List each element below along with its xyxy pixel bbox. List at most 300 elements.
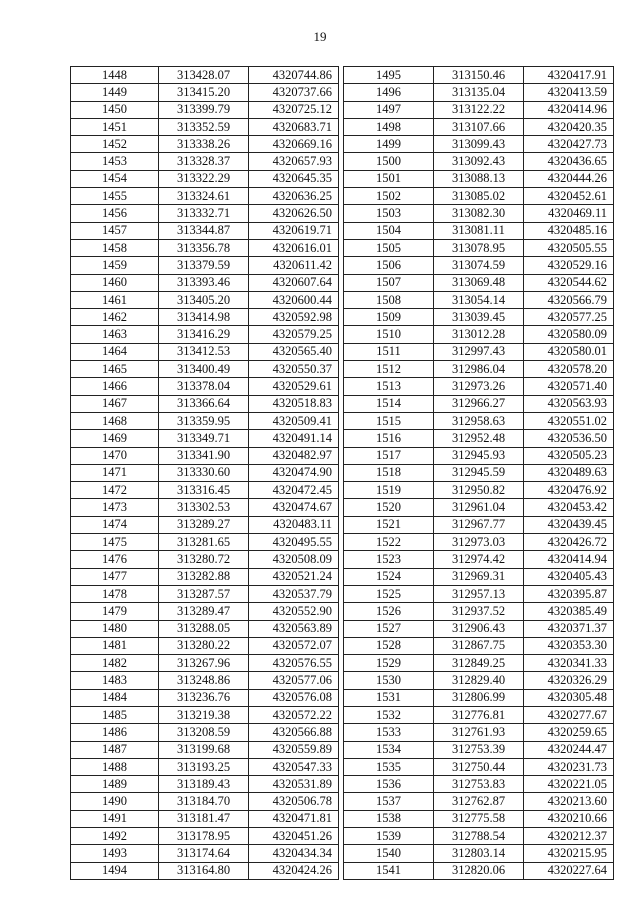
y-coordinate-cell: 4320395.87 bbox=[524, 585, 614, 602]
point-number-cell: 1513 bbox=[344, 378, 434, 395]
x-coordinate-cell: 312849.25 bbox=[434, 655, 524, 672]
x-coordinate-cell: 313282.88 bbox=[159, 568, 249, 585]
x-coordinate-cell: 313378.04 bbox=[159, 378, 249, 395]
y-coordinate-cell: 4320210.66 bbox=[524, 810, 614, 827]
table-row bbox=[71, 378, 339, 395]
table-row bbox=[344, 239, 614, 256]
x-coordinate-cell: 313415.20 bbox=[159, 84, 249, 101]
point-number-cell: 1530 bbox=[344, 672, 434, 689]
x-coordinate-cell: 313352.59 bbox=[159, 118, 249, 135]
point-number-cell: 1509 bbox=[344, 309, 434, 326]
table-row bbox=[344, 447, 614, 464]
point-number-cell: 1528 bbox=[344, 637, 434, 654]
table-row bbox=[344, 585, 614, 602]
point-number-cell: 1510 bbox=[344, 326, 434, 343]
table-row bbox=[344, 291, 614, 308]
point-number-cell: 1467 bbox=[71, 395, 159, 412]
table-row bbox=[344, 862, 614, 879]
point-number-cell: 1458 bbox=[71, 239, 159, 256]
point-number-cell: 1541 bbox=[344, 862, 434, 879]
table-row bbox=[344, 706, 614, 723]
x-coordinate-cell: 312973.26 bbox=[434, 378, 524, 395]
x-coordinate-cell: 312753.39 bbox=[434, 741, 524, 758]
table-row bbox=[344, 67, 614, 84]
table-row bbox=[71, 188, 339, 205]
point-number-cell: 1454 bbox=[71, 170, 159, 187]
table-row bbox=[344, 637, 614, 654]
table-row bbox=[71, 291, 339, 308]
point-number-cell: 1493 bbox=[71, 845, 159, 862]
point-number-cell: 1465 bbox=[71, 361, 159, 378]
x-coordinate-cell: 313174.64 bbox=[159, 845, 249, 862]
point-number-cell: 1471 bbox=[71, 464, 159, 481]
point-number-cell: 1462 bbox=[71, 309, 159, 326]
x-coordinate-cell: 313287.57 bbox=[159, 585, 249, 602]
point-number-cell: 1502 bbox=[344, 188, 434, 205]
point-number-cell: 1480 bbox=[71, 620, 159, 637]
point-number-cell: 1504 bbox=[344, 222, 434, 239]
table-row bbox=[344, 101, 614, 118]
point-number-cell: 1516 bbox=[344, 430, 434, 447]
point-number-cell: 1512 bbox=[344, 361, 434, 378]
y-coordinate-cell: 4320424.26 bbox=[249, 862, 339, 879]
point-number-cell: 1452 bbox=[71, 136, 159, 153]
x-coordinate-cell: 313428.07 bbox=[159, 67, 249, 84]
x-coordinate-cell: 313281.65 bbox=[159, 534, 249, 551]
x-coordinate-cell: 313150.46 bbox=[434, 67, 524, 84]
x-coordinate-cell: 312761.93 bbox=[434, 724, 524, 741]
x-coordinate-cell: 313199.68 bbox=[159, 741, 249, 758]
table-row bbox=[71, 620, 339, 637]
y-coordinate-cell: 4320531.89 bbox=[249, 776, 339, 793]
y-coordinate-cell: 4320444.26 bbox=[524, 170, 614, 187]
table-row bbox=[344, 516, 614, 533]
table-row bbox=[71, 672, 339, 689]
table-row bbox=[71, 793, 339, 810]
y-coordinate-cell: 4320474.90 bbox=[249, 464, 339, 481]
x-coordinate-cell: 313400.49 bbox=[159, 361, 249, 378]
x-coordinate-cell: 312974.42 bbox=[434, 551, 524, 568]
y-coordinate-cell: 4320611.42 bbox=[249, 257, 339, 274]
point-number-cell: 1490 bbox=[71, 793, 159, 810]
point-number-cell: 1501 bbox=[344, 170, 434, 187]
point-number-cell: 1540 bbox=[344, 845, 434, 862]
point-number-cell: 1494 bbox=[71, 862, 159, 879]
y-coordinate-cell: 4320385.49 bbox=[524, 603, 614, 620]
x-coordinate-cell: 313164.80 bbox=[159, 862, 249, 879]
x-coordinate-cell: 312973.03 bbox=[434, 534, 524, 551]
table-row bbox=[344, 84, 614, 101]
table-row bbox=[344, 845, 614, 862]
point-number-cell: 1498 bbox=[344, 118, 434, 135]
point-number-cell: 1491 bbox=[71, 810, 159, 827]
x-coordinate-cell: 312820.06 bbox=[434, 862, 524, 879]
x-coordinate-cell: 313289.27 bbox=[159, 516, 249, 533]
point-number-cell: 1472 bbox=[71, 482, 159, 499]
point-number-cell: 1479 bbox=[71, 603, 159, 620]
x-coordinate-cell: 313081.11 bbox=[434, 222, 524, 239]
x-coordinate-cell: 313267.96 bbox=[159, 655, 249, 672]
y-coordinate-cell: 4320420.35 bbox=[524, 118, 614, 135]
x-coordinate-cell: 312776.81 bbox=[434, 706, 524, 723]
x-coordinate-cell: 312750.44 bbox=[434, 758, 524, 775]
y-coordinate-cell: 4320572.07 bbox=[249, 637, 339, 654]
y-coordinate-cell: 4320469.11 bbox=[524, 205, 614, 222]
x-coordinate-cell: 313366.64 bbox=[159, 395, 249, 412]
y-coordinate-cell: 4320471.81 bbox=[249, 810, 339, 827]
x-coordinate-cell: 313135.04 bbox=[434, 84, 524, 101]
y-coordinate-cell: 4320476.92 bbox=[524, 482, 614, 499]
y-coordinate-cell: 4320577.06 bbox=[249, 672, 339, 689]
table-row bbox=[344, 274, 614, 291]
table-row bbox=[71, 257, 339, 274]
y-coordinate-cell: 4320405.43 bbox=[524, 568, 614, 585]
table-row bbox=[71, 170, 339, 187]
table-row bbox=[71, 655, 339, 672]
x-coordinate-cell: 313012.28 bbox=[434, 326, 524, 343]
table-row bbox=[71, 222, 339, 239]
x-coordinate-cell: 313359.95 bbox=[159, 412, 249, 429]
point-number-cell: 1481 bbox=[71, 637, 159, 654]
x-coordinate-cell: 313399.79 bbox=[159, 101, 249, 118]
point-number-cell: 1469 bbox=[71, 430, 159, 447]
point-number-cell: 1463 bbox=[71, 326, 159, 343]
table-row bbox=[71, 568, 339, 585]
x-coordinate-cell: 312803.14 bbox=[434, 845, 524, 862]
table-row bbox=[344, 136, 614, 153]
y-coordinate-cell: 4320529.61 bbox=[249, 378, 339, 395]
y-coordinate-cell: 4320436.65 bbox=[524, 153, 614, 170]
y-coordinate-cell: 4320215.95 bbox=[524, 845, 614, 862]
point-number-cell: 1531 bbox=[344, 689, 434, 706]
y-coordinate-cell: 4320341.33 bbox=[524, 655, 614, 672]
y-coordinate-cell: 4320277.67 bbox=[524, 706, 614, 723]
table-row bbox=[71, 136, 339, 153]
y-coordinate-cell: 4320506.78 bbox=[249, 793, 339, 810]
y-coordinate-cell: 4320544.62 bbox=[524, 274, 614, 291]
x-coordinate-cell: 312937.52 bbox=[434, 603, 524, 620]
table-row bbox=[344, 620, 614, 637]
x-coordinate-cell: 313316.45 bbox=[159, 482, 249, 499]
table-row bbox=[344, 257, 614, 274]
x-coordinate-cell: 313379.59 bbox=[159, 257, 249, 274]
table-row bbox=[344, 568, 614, 585]
point-number-cell: 1489 bbox=[71, 776, 159, 793]
table-row bbox=[71, 828, 339, 845]
y-coordinate-cell: 4320600.44 bbox=[249, 291, 339, 308]
point-number-cell: 1459 bbox=[71, 257, 159, 274]
y-coordinate-cell: 4320495.55 bbox=[249, 534, 339, 551]
table-row bbox=[71, 845, 339, 862]
point-number-cell: 1507 bbox=[344, 274, 434, 291]
point-number-cell: 1466 bbox=[71, 378, 159, 395]
table-row bbox=[344, 758, 614, 775]
y-coordinate-cell: 4320414.94 bbox=[524, 551, 614, 568]
x-coordinate-cell: 313416.29 bbox=[159, 326, 249, 343]
y-coordinate-cell: 4320550.37 bbox=[249, 361, 339, 378]
x-coordinate-cell: 313184.70 bbox=[159, 793, 249, 810]
x-coordinate-cell: 313330.60 bbox=[159, 464, 249, 481]
x-coordinate-cell: 313107.66 bbox=[434, 118, 524, 135]
y-coordinate-cell: 4320577.25 bbox=[524, 309, 614, 326]
y-coordinate-cell: 4320453.42 bbox=[524, 499, 614, 516]
point-number-cell: 1485 bbox=[71, 706, 159, 723]
table-row bbox=[344, 222, 614, 239]
point-number-cell: 1482 bbox=[71, 655, 159, 672]
point-number-cell: 1474 bbox=[71, 516, 159, 533]
table-row bbox=[71, 862, 339, 879]
table-row bbox=[71, 447, 339, 464]
table-row bbox=[71, 810, 339, 827]
table-row bbox=[71, 101, 339, 118]
point-number-cell: 1523 bbox=[344, 551, 434, 568]
point-number-cell: 1483 bbox=[71, 672, 159, 689]
y-coordinate-cell: 4320509.41 bbox=[249, 412, 339, 429]
table-row bbox=[344, 361, 614, 378]
coordinates-table-right bbox=[343, 66, 614, 880]
y-coordinate-cell: 4320552.90 bbox=[249, 603, 339, 620]
point-number-cell: 1499 bbox=[344, 136, 434, 153]
x-coordinate-cell: 313341.90 bbox=[159, 447, 249, 464]
x-coordinate-cell: 313039.45 bbox=[434, 309, 524, 326]
y-coordinate-cell: 4320452.61 bbox=[524, 188, 614, 205]
y-coordinate-cell: 4320472.45 bbox=[249, 482, 339, 499]
y-coordinate-cell: 4320580.01 bbox=[524, 343, 614, 360]
table-row bbox=[71, 724, 339, 741]
point-number-cell: 1515 bbox=[344, 412, 434, 429]
point-number-cell: 1451 bbox=[71, 118, 159, 135]
y-coordinate-cell: 4320259.65 bbox=[524, 724, 614, 741]
y-coordinate-cell: 4320505.55 bbox=[524, 239, 614, 256]
y-coordinate-cell: 4320580.09 bbox=[524, 326, 614, 343]
point-number-cell: 1457 bbox=[71, 222, 159, 239]
y-coordinate-cell: 4320619.71 bbox=[249, 222, 339, 239]
y-coordinate-cell: 4320451.26 bbox=[249, 828, 339, 845]
y-coordinate-cell: 4320551.02 bbox=[524, 412, 614, 429]
table-row bbox=[71, 309, 339, 326]
table-row bbox=[344, 741, 614, 758]
table-row bbox=[71, 326, 339, 343]
point-number-cell: 1500 bbox=[344, 153, 434, 170]
y-coordinate-cell: 4320563.89 bbox=[249, 620, 339, 637]
table-row bbox=[71, 430, 339, 447]
table-row bbox=[71, 585, 339, 602]
y-coordinate-cell: 4320413.59 bbox=[524, 84, 614, 101]
x-coordinate-cell: 313085.02 bbox=[434, 188, 524, 205]
y-coordinate-cell: 4320571.40 bbox=[524, 378, 614, 395]
x-coordinate-cell: 312966.27 bbox=[434, 395, 524, 412]
point-number-cell: 1476 bbox=[71, 551, 159, 568]
point-number-cell: 1524 bbox=[344, 568, 434, 585]
point-number-cell: 1495 bbox=[344, 67, 434, 84]
table-row bbox=[71, 84, 339, 101]
y-coordinate-cell: 4320537.79 bbox=[249, 585, 339, 602]
point-number-cell: 1534 bbox=[344, 741, 434, 758]
x-coordinate-cell: 313078.95 bbox=[434, 239, 524, 256]
x-coordinate-cell: 313189.43 bbox=[159, 776, 249, 793]
point-number-cell: 1539 bbox=[344, 828, 434, 845]
point-number-cell: 1518 bbox=[344, 464, 434, 481]
point-number-cell: 1532 bbox=[344, 706, 434, 723]
table-row bbox=[71, 637, 339, 654]
y-coordinate-cell: 4320529.16 bbox=[524, 257, 614, 274]
table-row bbox=[71, 274, 339, 291]
table-row bbox=[344, 170, 614, 187]
x-coordinate-cell: 312952.48 bbox=[434, 430, 524, 447]
x-coordinate-cell: 313344.87 bbox=[159, 222, 249, 239]
y-coordinate-cell: 4320434.34 bbox=[249, 845, 339, 862]
point-number-cell: 1520 bbox=[344, 499, 434, 516]
y-coordinate-cell: 4320636.25 bbox=[249, 188, 339, 205]
table-row bbox=[71, 689, 339, 706]
y-coordinate-cell: 4320576.55 bbox=[249, 655, 339, 672]
table-row bbox=[71, 603, 339, 620]
x-coordinate-cell: 313082.30 bbox=[434, 205, 524, 222]
x-coordinate-cell: 312986.04 bbox=[434, 361, 524, 378]
x-coordinate-cell: 313193.25 bbox=[159, 758, 249, 775]
x-coordinate-cell: 313338.26 bbox=[159, 136, 249, 153]
y-coordinate-cell: 4320508.09 bbox=[249, 551, 339, 568]
table-row bbox=[71, 516, 339, 533]
x-coordinate-cell: 313393.46 bbox=[159, 274, 249, 291]
table-row bbox=[344, 430, 614, 447]
x-coordinate-cell: 312945.93 bbox=[434, 447, 524, 464]
point-number-cell: 1464 bbox=[71, 343, 159, 360]
x-coordinate-cell: 313356.78 bbox=[159, 239, 249, 256]
point-number-cell: 1537 bbox=[344, 793, 434, 810]
table-row bbox=[344, 655, 614, 672]
x-coordinate-cell: 312961.04 bbox=[434, 499, 524, 516]
point-number-cell: 1508 bbox=[344, 291, 434, 308]
y-coordinate-cell: 4320592.98 bbox=[249, 309, 339, 326]
table-row bbox=[344, 205, 614, 222]
y-coordinate-cell: 4320521.24 bbox=[249, 568, 339, 585]
point-number-cell: 1461 bbox=[71, 291, 159, 308]
y-coordinate-cell: 4320563.93 bbox=[524, 395, 614, 412]
y-coordinate-cell: 4320683.71 bbox=[249, 118, 339, 135]
coordinates-table-left bbox=[70, 66, 339, 880]
table-row bbox=[344, 395, 614, 412]
table-row bbox=[71, 534, 339, 551]
y-coordinate-cell: 4320566.79 bbox=[524, 291, 614, 308]
point-number-cell: 1538 bbox=[344, 810, 434, 827]
point-number-cell: 1448 bbox=[71, 67, 159, 84]
x-coordinate-cell: 313092.43 bbox=[434, 153, 524, 170]
table-row bbox=[344, 343, 614, 360]
table-row bbox=[344, 828, 614, 845]
x-coordinate-cell: 313414.98 bbox=[159, 309, 249, 326]
point-number-cell: 1525 bbox=[344, 585, 434, 602]
y-coordinate-cell: 4320572.22 bbox=[249, 706, 339, 723]
table-row bbox=[344, 378, 614, 395]
point-number-cell: 1521 bbox=[344, 516, 434, 533]
y-coordinate-cell: 4320645.35 bbox=[249, 170, 339, 187]
y-coordinate-cell: 4320607.64 bbox=[249, 274, 339, 291]
x-coordinate-cell: 313280.22 bbox=[159, 637, 249, 654]
x-coordinate-cell: 313328.37 bbox=[159, 153, 249, 170]
x-coordinate-cell: 312967.77 bbox=[434, 516, 524, 533]
x-coordinate-cell: 312950.82 bbox=[434, 482, 524, 499]
y-coordinate-cell: 4320417.91 bbox=[524, 67, 614, 84]
x-coordinate-cell: 312753.83 bbox=[434, 776, 524, 793]
x-coordinate-cell: 313074.59 bbox=[434, 257, 524, 274]
table-row bbox=[71, 361, 339, 378]
x-coordinate-cell: 313349.71 bbox=[159, 430, 249, 447]
y-coordinate-cell: 4320626.50 bbox=[249, 205, 339, 222]
y-coordinate-cell: 4320227.64 bbox=[524, 862, 614, 879]
point-number-cell: 1460 bbox=[71, 274, 159, 291]
x-coordinate-cell: 313248.86 bbox=[159, 672, 249, 689]
table-row bbox=[71, 482, 339, 499]
y-coordinate-cell: 4320221.05 bbox=[524, 776, 614, 793]
x-coordinate-cell: 313280.72 bbox=[159, 551, 249, 568]
x-coordinate-cell: 312906.43 bbox=[434, 620, 524, 637]
point-number-cell: 1503 bbox=[344, 205, 434, 222]
y-coordinate-cell: 4320353.30 bbox=[524, 637, 614, 654]
x-coordinate-cell: 312945.59 bbox=[434, 464, 524, 481]
x-coordinate-cell: 313405.20 bbox=[159, 291, 249, 308]
y-coordinate-cell: 4320491.14 bbox=[249, 430, 339, 447]
point-number-cell: 1477 bbox=[71, 568, 159, 585]
x-coordinate-cell: 312762.87 bbox=[434, 793, 524, 810]
y-coordinate-cell: 4320518.83 bbox=[249, 395, 339, 412]
point-number-cell: 1456 bbox=[71, 205, 159, 222]
point-number-cell: 1536 bbox=[344, 776, 434, 793]
table-row bbox=[71, 118, 339, 135]
y-coordinate-cell: 4320326.29 bbox=[524, 672, 614, 689]
x-coordinate-cell: 313412.53 bbox=[159, 343, 249, 360]
y-coordinate-cell: 4320578.20 bbox=[524, 361, 614, 378]
point-number-cell: 1533 bbox=[344, 724, 434, 741]
point-number-cell: 1497 bbox=[344, 101, 434, 118]
x-coordinate-cell: 312775.58 bbox=[434, 810, 524, 827]
table-row bbox=[71, 67, 339, 84]
table-row bbox=[71, 758, 339, 775]
table-row bbox=[71, 464, 339, 481]
point-number-cell: 1473 bbox=[71, 499, 159, 516]
table-row bbox=[71, 412, 339, 429]
table-row bbox=[344, 482, 614, 499]
y-coordinate-cell: 4320305.48 bbox=[524, 689, 614, 706]
x-coordinate-cell: 313288.05 bbox=[159, 620, 249, 637]
point-number-cell: 1455 bbox=[71, 188, 159, 205]
table-row bbox=[344, 188, 614, 205]
point-number-cell: 1514 bbox=[344, 395, 434, 412]
point-number-cell: 1468 bbox=[71, 412, 159, 429]
table-row bbox=[71, 239, 339, 256]
point-number-cell: 1487 bbox=[71, 741, 159, 758]
point-number-cell: 1529 bbox=[344, 655, 434, 672]
point-number-cell: 1535 bbox=[344, 758, 434, 775]
x-coordinate-cell: 312997.43 bbox=[434, 343, 524, 360]
x-coordinate-cell: 313088.13 bbox=[434, 170, 524, 187]
table-row bbox=[344, 724, 614, 741]
table-row bbox=[344, 153, 614, 170]
y-coordinate-cell: 4320669.16 bbox=[249, 136, 339, 153]
x-coordinate-cell: 313178.95 bbox=[159, 828, 249, 845]
x-coordinate-cell: 313332.71 bbox=[159, 205, 249, 222]
y-coordinate-cell: 4320482.97 bbox=[249, 447, 339, 464]
y-coordinate-cell: 4320489.63 bbox=[524, 464, 614, 481]
point-number-cell: 1519 bbox=[344, 482, 434, 499]
point-number-cell: 1470 bbox=[71, 447, 159, 464]
y-coordinate-cell: 4320565.40 bbox=[249, 343, 339, 360]
point-number-cell: 1527 bbox=[344, 620, 434, 637]
point-number-cell: 1486 bbox=[71, 724, 159, 741]
point-number-cell: 1522 bbox=[344, 534, 434, 551]
table-row bbox=[71, 499, 339, 516]
y-coordinate-cell: 4320427.73 bbox=[524, 136, 614, 153]
